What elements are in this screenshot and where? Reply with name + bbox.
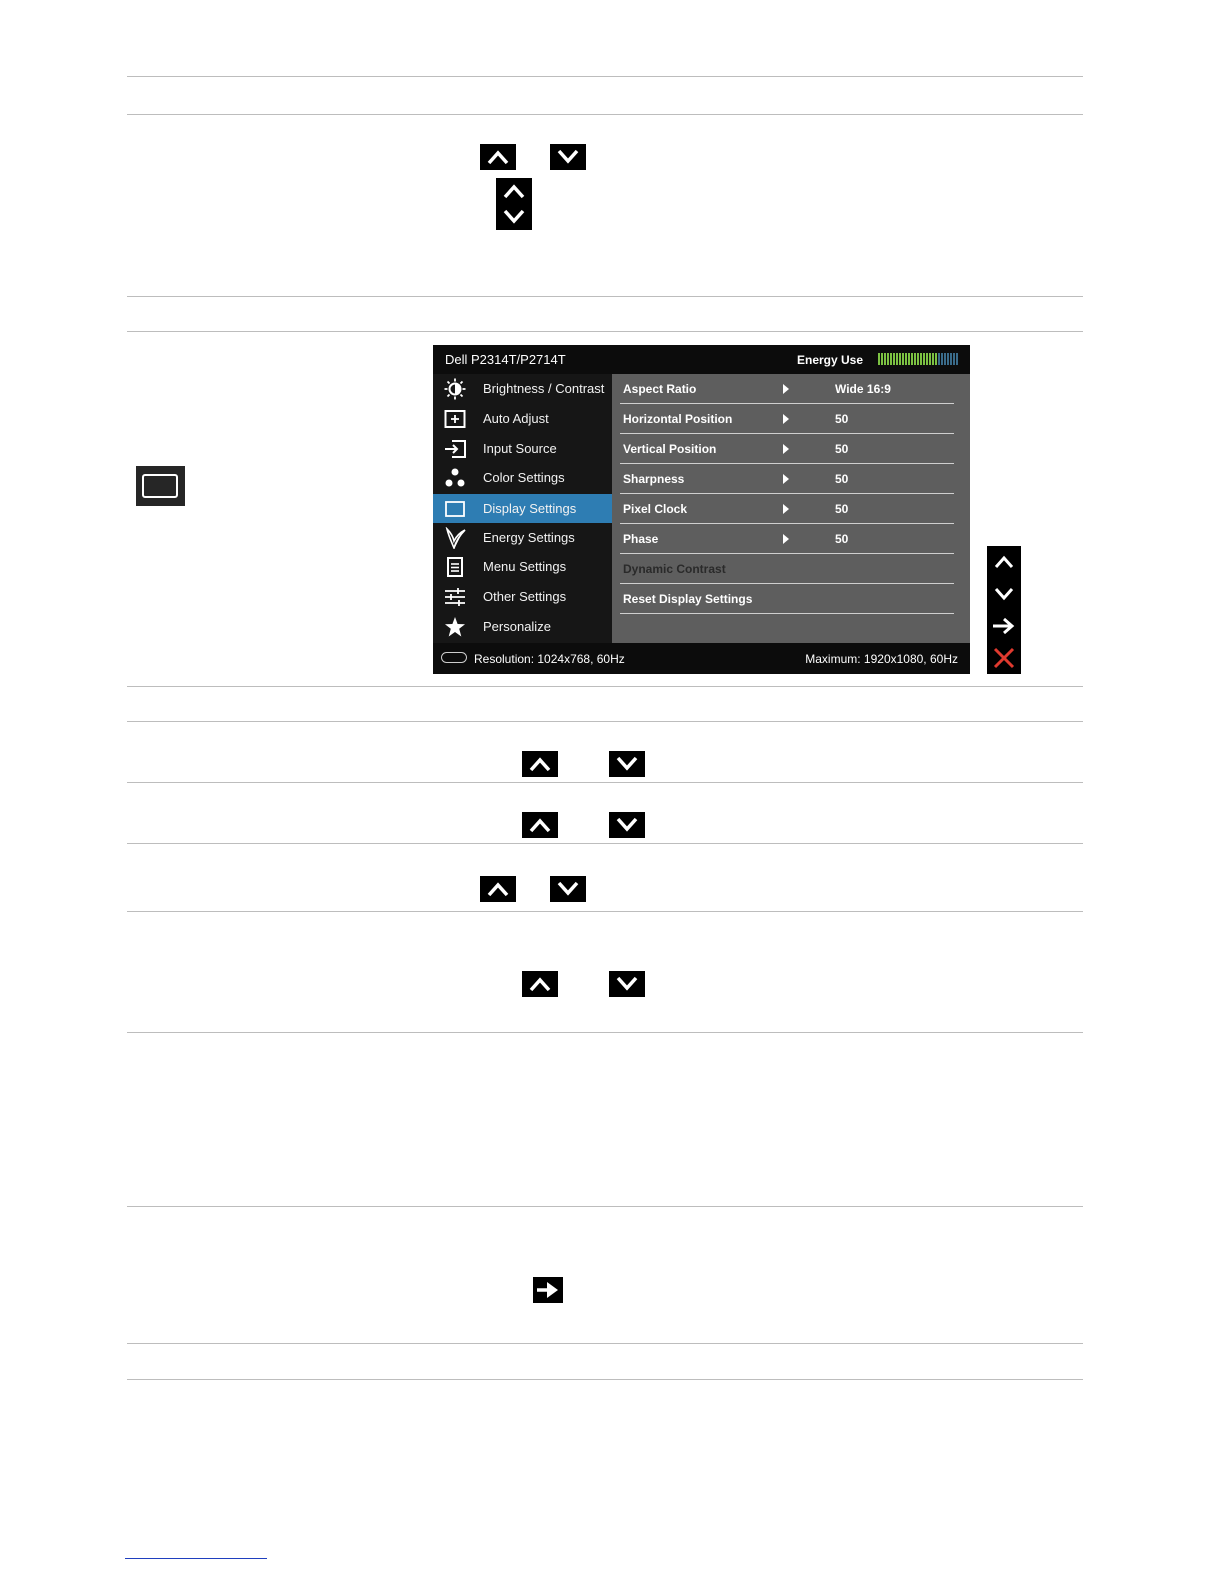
up-key-icon: [522, 971, 558, 997]
right-arrow-icon[interactable]: [987, 610, 1021, 642]
osd-navigation-keys: [987, 546, 1021, 674]
display-settings-icon: [444, 498, 466, 520]
menu-item-label: Personalize: [483, 619, 551, 634]
setting-value: 50: [835, 442, 849, 456]
energy-meter-bar: [947, 353, 949, 365]
energy-meter-bar: [956, 353, 958, 365]
footer-link-underline[interactable]: [125, 1558, 267, 1559]
energy-meter-bar: [935, 353, 937, 365]
menu-item-label: Other Settings: [483, 589, 567, 604]
energy-meter-bar: [896, 353, 898, 365]
table-rule: [127, 721, 1083, 722]
energy-meter-bar: [914, 353, 916, 365]
setting-row-vertical-position[interactable]: [620, 435, 954, 464]
arrow-right-icon: [783, 414, 789, 424]
brightness-icon: [444, 378, 466, 400]
table-rule: [127, 782, 1083, 783]
osd-footer: [433, 643, 970, 674]
energy-use-label: Energy Use: [797, 353, 864, 367]
osd-menu-screenshot: [433, 345, 970, 674]
setting-value: 50: [835, 472, 849, 486]
menu-item-input-source[interactable]: [433, 434, 612, 463]
input-source-icon: [444, 438, 466, 460]
setting-value: Wide 16:9: [835, 382, 891, 396]
current-resolution: Resolution: 1024x768, 60Hz: [474, 652, 625, 666]
setting-value: 50: [835, 532, 849, 546]
energy-meter-bar: [908, 353, 910, 365]
setting-label: Aspect Ratio: [623, 382, 697, 396]
setting-label: Phase: [623, 532, 659, 546]
down-key-icon: [496, 204, 532, 230]
arrow-right-icon: [783, 504, 789, 514]
setting-row-horizontal-position[interactable]: [620, 405, 954, 434]
menu-item-label: Display Settings: [483, 501, 577, 516]
menu-item-label: Auto Adjust: [483, 411, 549, 426]
table-rule: [127, 1379, 1083, 1380]
energy-meter-bar: [917, 353, 919, 365]
down-key-icon: [609, 812, 645, 838]
menu-item-label: Brightness / Contrast: [483, 381, 605, 396]
color-settings-icon: [444, 467, 466, 489]
setting-label: Dynamic Contrast: [623, 562, 726, 576]
down-key-icon: [550, 144, 586, 170]
osd-title: Dell P2314T/P2714T: [445, 352, 566, 367]
energy-meter-bar: [950, 353, 952, 365]
table-rule: [127, 296, 1083, 297]
setting-label: Reset Display Settings: [623, 592, 753, 606]
setting-row-dynamic-contrast: [620, 555, 954, 584]
energy-meter-bar: [902, 353, 904, 365]
close-icon[interactable]: [987, 642, 1021, 674]
table-rule: [127, 843, 1083, 844]
energy-meter-bar: [905, 353, 907, 365]
menu-item-label: Menu Settings: [483, 559, 567, 574]
energy-meter-bar: [929, 353, 931, 365]
energy-meter-bar: [944, 353, 946, 365]
menu-settings-icon: [444, 556, 466, 578]
menu-item-label: Energy Settings: [483, 530, 575, 545]
down-key-icon: [550, 876, 586, 902]
up-arrow-icon[interactable]: [987, 546, 1021, 578]
table-rule: [127, 911, 1083, 912]
energy-meter-bar: [920, 353, 922, 365]
energy-settings-icon: [444, 527, 466, 549]
vga-connector-icon: [441, 652, 467, 663]
up-key-icon: [522, 751, 558, 777]
setting-row-aspect-ratio[interactable]: [620, 375, 954, 404]
setting-label: Sharpness: [623, 472, 685, 486]
table-rule: [127, 76, 1083, 77]
energy-meter-bar: [878, 353, 880, 365]
energy-meter-bar: [890, 353, 892, 365]
arrow-right-icon: [783, 444, 789, 454]
menu-item-energy-settings[interactable]: [433, 523, 612, 552]
setting-row-pixel-clock[interactable]: [620, 495, 954, 524]
setting-row-reset-display-settings[interactable]: [620, 585, 954, 614]
energy-meter-bar: [941, 353, 943, 365]
arrow-right-icon: [783, 384, 789, 394]
star-icon: [444, 616, 466, 638]
down-key-icon: [609, 971, 645, 997]
menu-item-display-settings[interactable]: [433, 494, 612, 523]
maximum-resolution: Maximum: 1920x1080, 60Hz: [805, 652, 958, 666]
menu-item-menu-settings[interactable]: [433, 552, 612, 581]
energy-meter: [878, 353, 958, 365]
setting-value: 50: [835, 412, 849, 426]
energy-meter-bar: [938, 353, 940, 365]
energy-meter-bar: [923, 353, 925, 365]
energy-meter-bar: [899, 353, 901, 365]
arrow-right-icon: [783, 534, 789, 544]
energy-meter-bar: [884, 353, 886, 365]
setting-label: Horizontal Position: [623, 412, 733, 426]
setting-row-sharpness[interactable]: [620, 465, 954, 494]
setting-row-phase[interactable]: [620, 525, 954, 554]
menu-item-brightness-contrast[interactable]: [433, 374, 612, 403]
menu-item-color-settings[interactable]: [433, 463, 612, 492]
menu-item-auto-adjust[interactable]: [433, 404, 612, 433]
table-rule: [127, 686, 1083, 687]
menu-item-label: Color Settings: [483, 470, 565, 485]
up-key-icon: [522, 812, 558, 838]
energy-meter-bar: [953, 353, 955, 365]
osd-main-menu: [433, 374, 612, 643]
energy-meter-bar: [893, 353, 895, 365]
energy-meter-bar: [926, 353, 928, 365]
energy-meter-bar: [911, 353, 913, 365]
down-key-icon: [609, 751, 645, 777]
display-settings-panel: [612, 374, 970, 643]
table-rule: [127, 1206, 1083, 1207]
up-key-icon: [480, 876, 516, 902]
display-settings-icon: [136, 466, 185, 506]
table-rule: [127, 331, 1083, 332]
table-rule: [127, 1343, 1083, 1344]
setting-value: 50: [835, 502, 849, 516]
menu-item-other-settings[interactable]: [433, 582, 612, 611]
up-key-icon: [480, 144, 516, 170]
setting-label: Pixel Clock: [623, 502, 688, 516]
table-rule: [127, 114, 1083, 115]
energy-meter-bar: [881, 353, 883, 365]
menu-item-personalize[interactable]: [433, 612, 612, 641]
table-rule: [127, 1032, 1083, 1033]
right-key-icon: [533, 1277, 563, 1303]
menu-item-label: Input Source: [483, 441, 557, 456]
energy-meter-bar: [887, 353, 889, 365]
up-key-icon: [496, 178, 532, 204]
arrow-right-icon: [783, 474, 789, 484]
other-settings-icon: [444, 586, 466, 608]
auto-adjust-icon: [444, 408, 466, 430]
down-arrow-icon[interactable]: [987, 578, 1021, 610]
energy-meter-bar: [932, 353, 934, 365]
setting-label: Vertical Position: [623, 442, 717, 456]
